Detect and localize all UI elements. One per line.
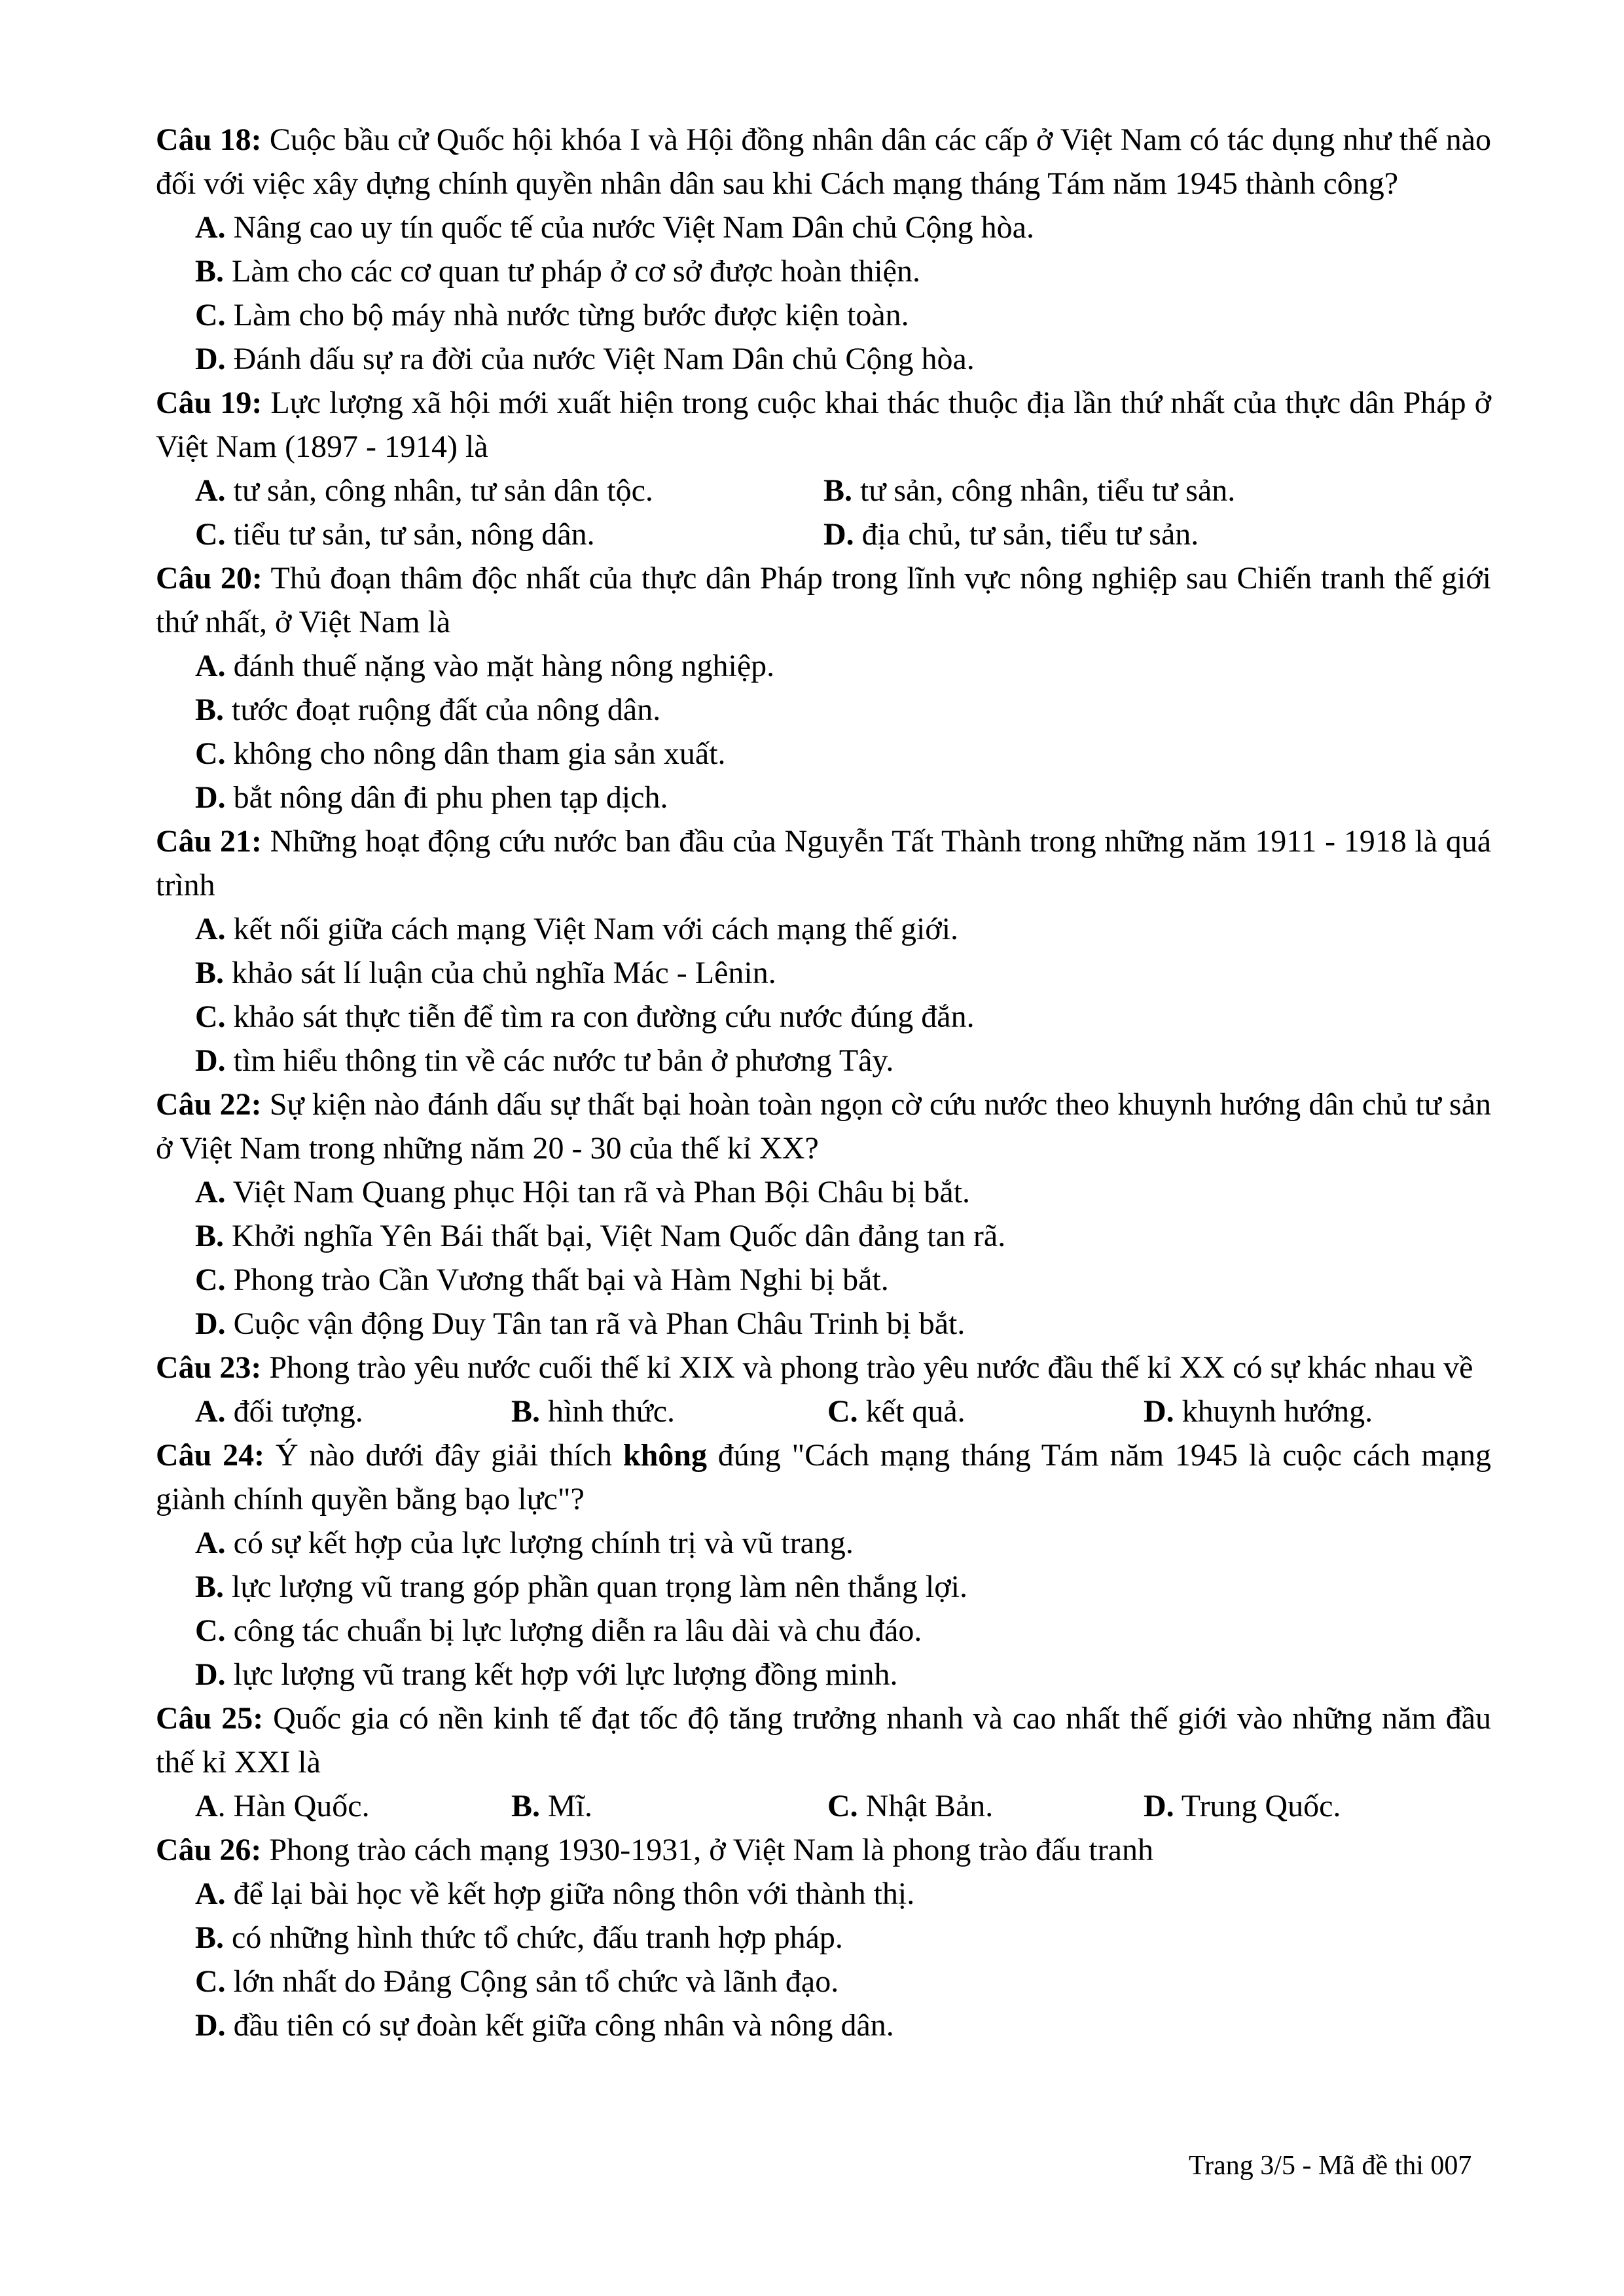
option-letter: B.: [195, 692, 225, 727]
option-text: . Hàn Quốc.: [217, 1789, 370, 1823]
question-text: Phong trào cách mạng 1930-1931, ở Việt Nam là phong trào đấu tranh: [261, 1833, 1153, 1867]
option-text: hình thức.: [540, 1394, 676, 1429]
question-text: Thủ đoạn thâm độc nhất của thực dân Pháp trong lĩnh vực nông nghiệp sau Chiến tranh thế giới thứ nhất, ở Việt Nam là: [156, 561, 1491, 639]
question-text: Quốc gia có nền kinh tế đạt tốc độ tăng trưởng nhanh và cao nhất thế giới vào những năm đầu thế kỉ XXI là: [156, 1701, 1492, 1780]
option-text: khuynh hướng.: [1174, 1394, 1373, 1429]
option-text: Đánh dấu sự ra đời của nước Việt Nam Dân chủ Cộng hòa.: [225, 342, 975, 376]
option-text: đối tượng.: [225, 1394, 363, 1429]
question-text: Phong trào yêu nước cuối thế kỉ XIX và phong trào yêu nước đầu thế kỉ XX có sự khác nhau về: [261, 1350, 1473, 1385]
option-b: [511, 1390, 827, 1433]
option-text: kết quả.: [857, 1394, 965, 1429]
option-letter: A.: [195, 1526, 226, 1560]
option-letter: D.: [195, 1043, 226, 1078]
option-letter: C.: [827, 1789, 858, 1823]
option-a: [156, 907, 1491, 951]
question-text: đúng "Cách mạng tháng Tám năm 1945 là cuộc cách mạng giành chính quyền bằng bạo lực"?: [156, 1438, 1492, 1516]
option-d: [156, 1302, 1491, 1346]
question-text: Những hoạt động cứu nước ban đầu của Nguyễn Tất Thành trong những năm 1911 - 1918 là quá trình: [156, 824, 1492, 903]
option-letter: B.: [823, 473, 853, 508]
option-letter: A.: [195, 473, 226, 508]
question-text: Cuộc bầu cử Quốc hội khóa I và Hội đồng nhân dân các cấp ở Việt Nam có tác dụng như thế nào đối với việc xây dựng chính quyền nhân dân sau khi Cách mạng tháng Tám năm 1945 thành công?: [156, 122, 1492, 201]
option-letter: D.: [195, 780, 226, 815]
option-text: tư sản, công nhân, tiểu tư sản.: [852, 473, 1236, 508]
question-23-stem: [156, 1346, 1491, 1390]
option-row: [156, 512, 1491, 556]
option-a: [195, 1784, 511, 1828]
option-text: khảo sát lí luận của chủ nghĩa Mác - Lênin.: [224, 956, 776, 990]
option-letter: C.: [195, 736, 226, 771]
option-text: không cho nông dân tham gia sản xuất.: [225, 736, 726, 771]
question-21-stem: [156, 819, 1491, 907]
option-letter: B.: [195, 254, 225, 289]
option-letter: A.: [195, 210, 226, 245]
option-b: [156, 688, 1491, 732]
question-26-stem: [156, 1828, 1491, 1872]
option-letter: C.: [195, 1263, 226, 1297]
option-letter: A.: [195, 912, 226, 946]
question-label: Câu 20:: [156, 561, 262, 596]
question-19-stem: [156, 381, 1491, 469]
option-text: khảo sát thực tiễn để tìm ra con đường cứu nước đúng đắn.: [225, 999, 975, 1034]
question-label: Câu 23:: [156, 1350, 262, 1385]
question-list: [156, 118, 1491, 2047]
option-text: Cuộc vận động Duy Tân tan rã và Phan Châu Trinh bị bắt.: [225, 1306, 965, 1341]
question-label: Câu 25:: [156, 1701, 264, 1736]
option-c: [827, 1390, 1144, 1433]
question-text: Lực lượng xã hội mới xuất hiện trong cuộc khai thác thuộc địa lần thứ nhất của thực dân Pháp ở Việt Nam (1897 - 1914) là: [156, 386, 1492, 464]
option-letter: D.: [195, 2008, 226, 2043]
option-b: [823, 469, 1452, 512]
option-b: [156, 1565, 1491, 1609]
option-row: [156, 1784, 1491, 1828]
option-text: Nhật Bản.: [857, 1789, 994, 1823]
option-text: tìm hiểu thông tin về các nước tư bản ở phương Tây.: [225, 1043, 894, 1078]
option-b: [156, 249, 1491, 293]
option-letter: A.: [195, 1876, 226, 1911]
option-text: Mĩ.: [540, 1789, 593, 1823]
option-text: tiểu tư sản, tư sản, nông dân.: [225, 517, 595, 552]
option-letter: B.: [511, 1394, 541, 1429]
question-label: Câu 22:: [156, 1087, 262, 1122]
option-letter: B.: [195, 1920, 225, 1955]
option-d: [1144, 1390, 1460, 1433]
option-text: tước đoạt ruộng đất của nông dân.: [224, 692, 661, 727]
option-c: [156, 1960, 1491, 2003]
option-a: [156, 206, 1491, 249]
option-letter: C.: [195, 1613, 226, 1648]
option-text: có những hình thức tổ chức, đấu tranh hợp pháp.: [224, 1920, 843, 1955]
option-b: [511, 1784, 827, 1828]
page-footer: Trang 3/5 - Mã đề thi 007: [1189, 2151, 1472, 2181]
question-18-stem: [156, 118, 1491, 206]
option-row: [156, 1390, 1491, 1433]
option-d: [823, 512, 1452, 556]
option-letter: C.: [195, 1964, 226, 1999]
option-text: lực lượng vũ trang góp phần quan trọng làm nên thắng lợi.: [224, 1570, 967, 1604]
option-text: kết nối giữa cách mạng Việt Nam với cách mạng thế giới.: [225, 912, 959, 946]
option-b: [156, 951, 1491, 995]
question-label: Câu 21:: [156, 824, 262, 859]
option-letter: B.: [195, 956, 225, 990]
option-text: Trung Quốc.: [1174, 1789, 1341, 1823]
option-letter: B.: [511, 1789, 541, 1823]
option-c: [195, 512, 823, 556]
option-letter: C.: [195, 298, 226, 332]
option-text: bắt nông dân đi phu phen tạp dịch.: [225, 780, 668, 815]
option-row: [156, 469, 1491, 512]
option-letter: C.: [827, 1394, 858, 1429]
question-24-stem: [156, 1433, 1491, 1521]
option-letter: B.: [195, 1570, 225, 1604]
option-letter: A.: [195, 1175, 226, 1210]
option-letter: D.: [1144, 1789, 1174, 1823]
option-c: [156, 995, 1491, 1039]
option-b: [156, 1214, 1491, 1258]
option-c: [156, 1258, 1491, 1302]
option-text: đầu tiên có sự đoàn kết giữa công nhân và nông dân.: [225, 2008, 894, 2043]
option-d: [156, 337, 1491, 381]
option-d: [156, 1653, 1491, 1696]
option-letter: A.: [195, 649, 226, 683]
option-letter: D.: [823, 517, 854, 552]
option-c: [156, 1609, 1491, 1653]
question-emphasis: không: [623, 1438, 707, 1473]
option-letter: A: [195, 1789, 218, 1823]
option-letter: B.: [195, 1219, 225, 1253]
option-c: [827, 1784, 1144, 1828]
option-letter: A.: [195, 1394, 226, 1429]
option-a: [156, 1170, 1491, 1214]
option-c: [156, 732, 1491, 776]
question-label: Câu 19:: [156, 386, 262, 420]
option-letter: C.: [195, 999, 226, 1034]
option-text: lớn nhất do Đảng Cộng sản tổ chức và lãnh đạo.: [225, 1964, 839, 1999]
question-20-stem: [156, 556, 1491, 644]
option-d: [156, 2003, 1491, 2047]
question-label: Câu 18:: [156, 122, 262, 157]
option-letter: D.: [195, 1657, 226, 1692]
option-text: đánh thuế nặng vào mặt hàng nông nghiệp.: [225, 649, 775, 683]
option-c: [156, 293, 1491, 337]
option-text: công tác chuẩn bị lực lượng diễn ra lâu dài và chu đáo.: [225, 1613, 922, 1648]
option-letter: D.: [1144, 1394, 1174, 1429]
option-letter: D.: [195, 342, 226, 376]
option-a: [156, 1521, 1491, 1565]
option-d: [156, 776, 1491, 819]
question-text: Sự kiện nào đánh dấu sự thất bại hoàn toàn ngọn cờ cứu nước theo khuynh hướng dân chủ tư sản ở Việt Nam trong những năm 20 - 30 của thế kỉ XX?: [156, 1087, 1492, 1166]
option-text: để lại bài học về kết hợp giữa nông thôn với thành thị.: [225, 1876, 915, 1911]
option-text: Việt Nam Quang phục Hội tan rã và Phan Bội Châu bị bắt.: [225, 1175, 971, 1210]
question-text: Ý nào dưới đây giải thích: [264, 1438, 623, 1473]
option-text: Nâng cao uy tín quốc tế của nước Việt Nam Dân chủ Cộng hòa.: [225, 210, 1034, 245]
option-a: [195, 469, 823, 512]
option-text: Làm cho bộ máy nhà nước từng bước được kiện toàn.: [225, 298, 909, 332]
option-b: [156, 1916, 1491, 1960]
option-a: [156, 1872, 1491, 1916]
option-text: lực lượng vũ trang kết hợp với lực lượng đồng minh.: [225, 1657, 898, 1692]
option-a: [195, 1390, 511, 1433]
option-a: [156, 644, 1491, 688]
option-text: Khởi nghĩa Yên Bái thất bại, Việt Nam Quốc dân đảng tan rã.: [224, 1219, 1006, 1253]
option-text: Phong trào Cần Vương thất bại và Hàm Nghi bị bắt.: [225, 1263, 889, 1297]
option-text: tư sản, công nhân, tư sản dân tộc.: [225, 473, 653, 508]
option-text: địa chủ, tư sản, tiểu tư sản.: [854, 517, 1199, 552]
option-letter: D.: [195, 1306, 226, 1341]
question-25-stem: [156, 1696, 1491, 1784]
question-label: Câu 24:: [156, 1438, 265, 1473]
option-d: [156, 1039, 1491, 1083]
option-letter: C.: [195, 517, 226, 552]
option-text: Làm cho các cơ quan tư pháp ở cơ sở được hoàn thiện.: [224, 254, 920, 289]
question-22-stem: [156, 1083, 1491, 1170]
option-text: có sự kết hợp của lực lượng chính trị và vũ trang.: [225, 1526, 854, 1560]
option-d: [1144, 1784, 1460, 1828]
question-label: Câu 26:: [156, 1833, 262, 1867]
